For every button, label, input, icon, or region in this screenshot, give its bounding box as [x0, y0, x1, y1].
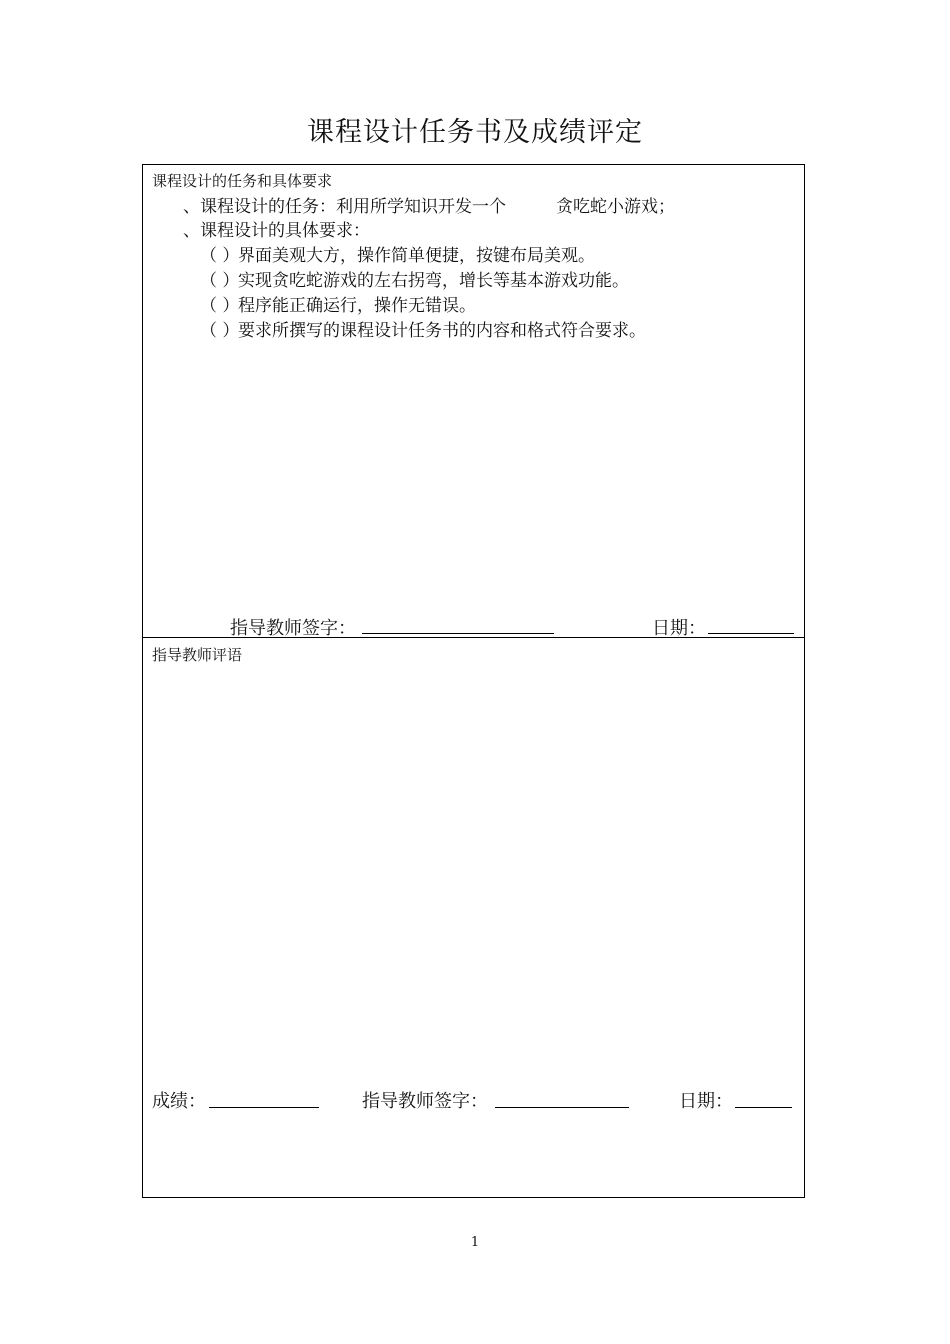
page-title: 课程设计任务书及成绩评定	[307, 117, 643, 148]
requirement-4	[200, 316, 646, 341]
requirement-2	[200, 266, 629, 291]
page-number: 1	[470, 1235, 480, 1250]
task-date-blank[interactable]	[708, 633, 794, 634]
requirement-1-paren: （ ）	[200, 246, 240, 266]
comment-date-blank[interactable]	[735, 1107, 792, 1108]
requirement-2-paren: （ ）	[200, 271, 240, 291]
comment-date-label: 日期：	[679, 1091, 733, 1112]
task-section-heading: 课程设计的任务和具体要求	[152, 172, 333, 190]
requirement-3-paren: （ ）	[200, 296, 240, 316]
requirement-2-text: 实现贪吃蛇游戏的左右拐弯，增长等基本游戏功能。	[238, 271, 629, 291]
requirement-4-paren: （ ）	[200, 321, 240, 341]
task-date-label: 日期：	[652, 618, 706, 639]
task-item-1-prefix: 、课程设计的任务：利用所学知识开发一个	[183, 197, 506, 217]
task-signature-label: 指导教师签字：	[230, 618, 356, 639]
task-item-2: 、课程设计的具体要求：	[183, 221, 370, 241]
requirement-4-text: 要求所撰写的课程设计任务书的内容和格式符合要求。	[238, 321, 646, 341]
grade-blank[interactable]	[209, 1107, 319, 1108]
grade-label: 成绩：	[152, 1091, 206, 1112]
requirement-1-text: 界面美观大方，操作简单便捷，按键布局美观。	[238, 246, 595, 266]
requirement-3-text: 程序能正确运行，操作无错误。	[238, 296, 476, 316]
comment-signature-blank[interactable]	[495, 1107, 629, 1108]
task-item-1	[183, 192, 675, 217]
comment-section-heading: 指导教师评语	[152, 646, 243, 664]
requirement-3	[200, 291, 476, 316]
task-signature-blank[interactable]	[362, 633, 554, 634]
requirement-1	[200, 241, 595, 266]
comment-signature-label: 指导教师签字：	[362, 1091, 488, 1112]
task-item-1-suffix: 贪吃蛇小游戏；	[556, 197, 675, 217]
